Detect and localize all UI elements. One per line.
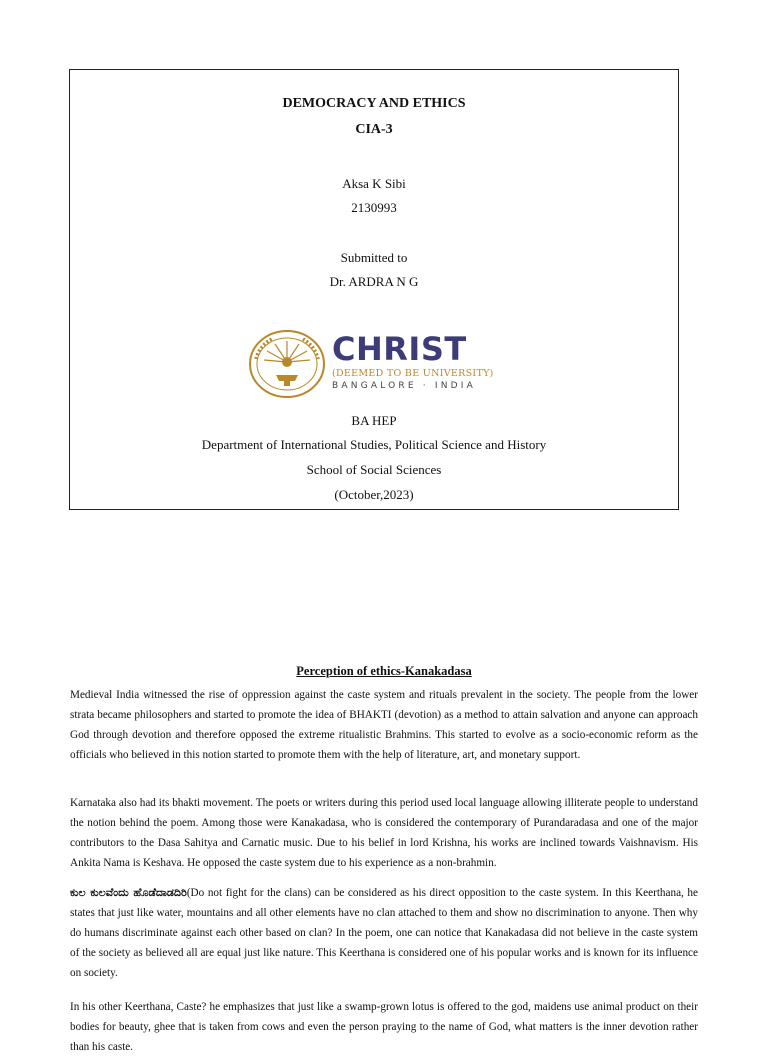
- university-tagline: (DEEMED TO BE UNIVERSITY): [332, 368, 494, 379]
- university-name: CHRIST: [332, 330, 467, 368]
- submitted-label: Submitted to: [340, 250, 408, 265]
- cover-box: [69, 69, 679, 510]
- document-title: DEMOCRACY AND ETHICS: [282, 96, 466, 111]
- school: School of Social Sciences: [306, 462, 442, 477]
- paragraph-3-text: (Do not fight for the clans) can be considered as his direct opposition to the caste system. In this Keerthana, he states that just like water, mountains and all other elements have no clan attached to them and show no discrimination to anyone. Then why do humans discriminate against each other based on clan? In the poem, one can notice that Kanakadasa did not believe in the caste system of the society as believed all are equal just like nature. This Keerthana is considered one of his popular works and is known for its influence on society.: [70, 887, 698, 979]
- document-subtitle: CIA-3: [355, 122, 393, 137]
- paragraph-4: In his other Keerthana, Caste? he emphasizes that just like a swamp-grown lotus is offered to the god, maidens use animal product on their bodies for beauty, ghee that is taken from cows and even the person praying to the name of God, what matters is the inner devotion rather than his caste.: [70, 1001, 698, 1053]
- paragraph-1: Medieval India witnessed the rise of oppression against the caste system and rituals prevalent in the society. The people from the lower strata became philosophers and started to promote the idea of BHAKTI (devotion) as a method to attain salvation and anyone can approach God through devotion and therefore opposed the extreme ritualistic Brahmins. This started to evolve as a socio-economic reform as the officials who believed in this notion started to promote them with the help of literature, art, and monetary support.: [70, 689, 698, 761]
- paragraph-3: [70, 883, 698, 983]
- article-heading: Perception of ethics-Kanakadasa: [296, 664, 472, 678]
- programme: BA HEP: [351, 413, 397, 428]
- submission-date: (October,2023): [334, 487, 414, 502]
- author-name: Aksa K Sibi: [342, 176, 406, 191]
- university-location: BANGALORE · INDIA: [332, 381, 477, 391]
- department: Department of International Studies, Political Science and History: [201, 437, 547, 452]
- university-seal-icon: [248, 329, 326, 399]
- paragraph-2: Karnataka also had its bhakti movement. The poets or writers during this period used local language allowing illiterate people to understand the notion behind the poem. Among those were Kanakadasa, who is considered the contemporary of Purandaradasa and one of the major contributors to the Dasa Sahitya and Carnatic music. Due to his belief in lord Krishna, his works are inclined towards Vaishnavism. His Ankita Nama is Keshava. He opposed the caste system due to his experience as a non-brahmin.: [70, 797, 698, 869]
- roll-number: 2130993: [351, 200, 397, 215]
- submitted-to: Dr. ARDRA N G: [329, 274, 419, 289]
- university-wordmark: [332, 331, 504, 401]
- kannada-phrase: ಕುಲ ಕುಲವೆಂದು ಹೊಡೆದಾಡದಿರಿ: [70, 886, 187, 899]
- university-logo: [248, 329, 502, 401]
